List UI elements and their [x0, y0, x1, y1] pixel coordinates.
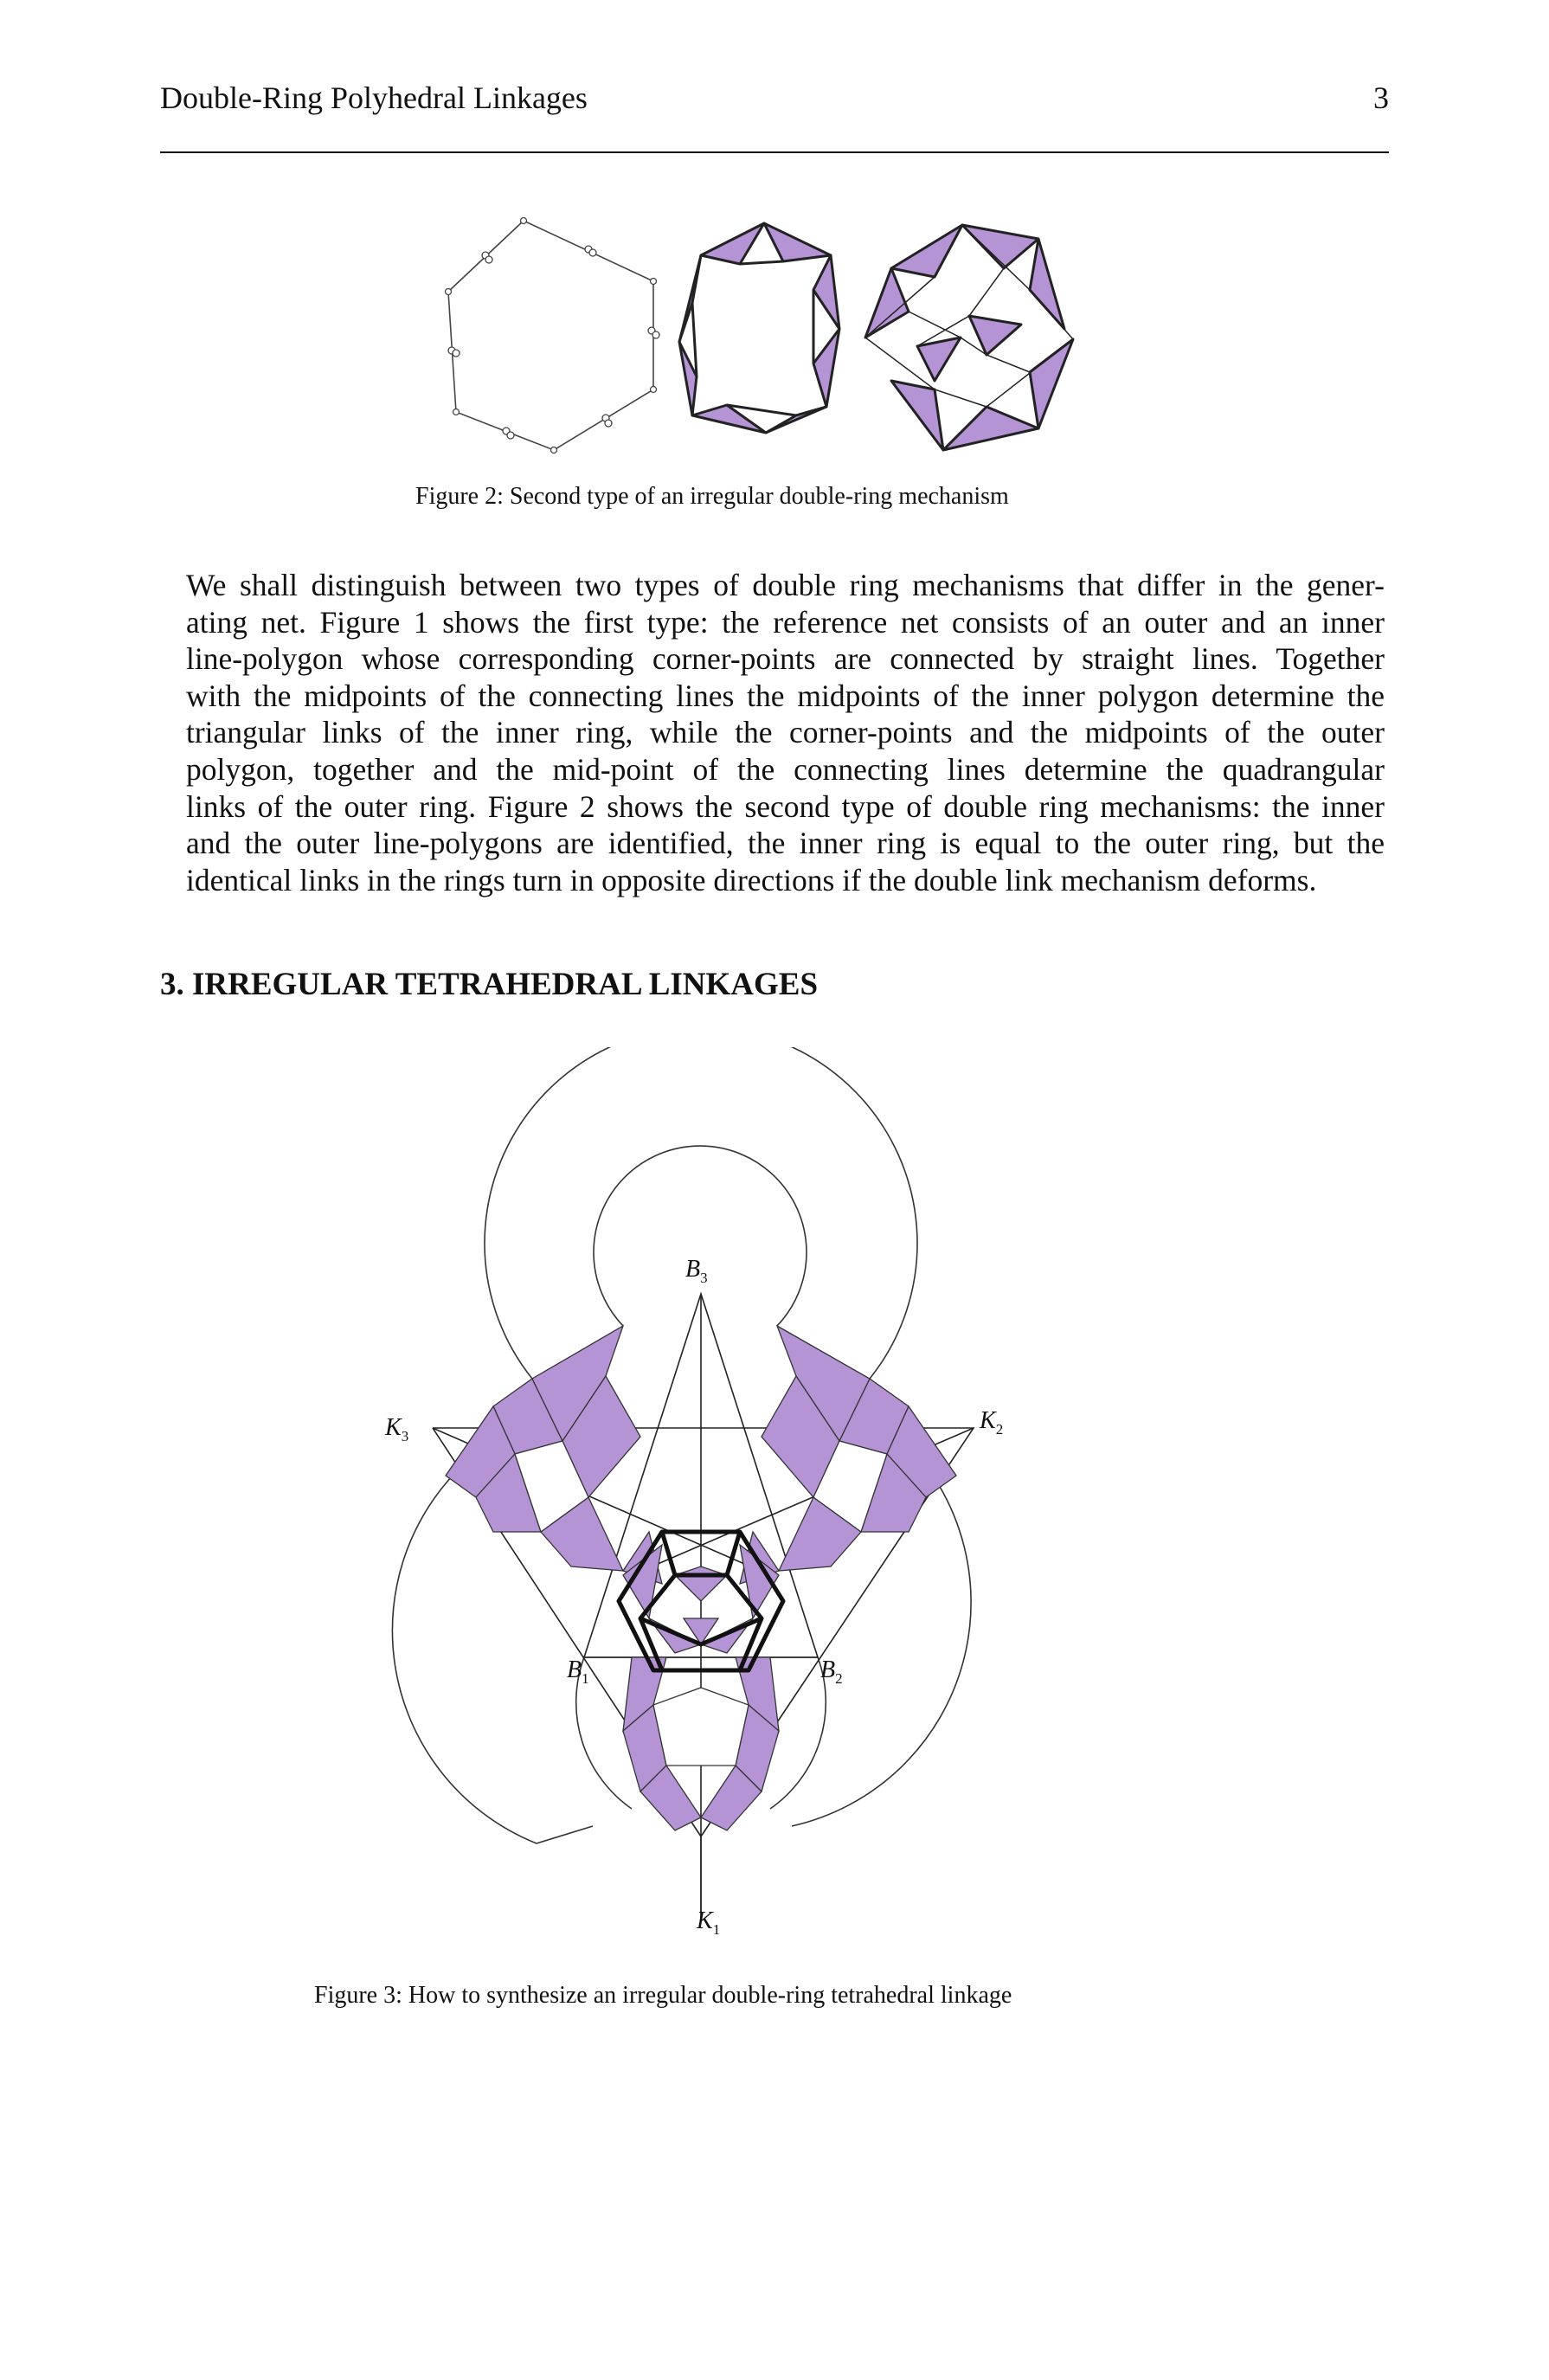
fig2-star-ring	[865, 225, 1073, 450]
header-rule	[160, 151, 1389, 153]
body-line: and the outer line-polygons are identified, the inner ring is equal to the outer ring, but the	[186, 826, 1385, 861]
body-line: polygon, together and the mid-point of the connecting lines determine the quadrangular	[186, 751, 1385, 787]
figure-3-caption: Figure 3: How to synthesize an irregular double-ring tetrahedral linkage	[314, 1982, 1012, 2009]
body-paragraph	[186, 567, 1385, 898]
label-B3: $B_3$	[685, 1256, 708, 1286]
body-line: line-polygon whose corresponding corner-points are connected by straight lines. Together	[186, 641, 1385, 677]
label-K3: $K_3$	[385, 1414, 409, 1444]
running-title: Double-Ring Polyhedral Linkages	[160, 80, 588, 115]
fig3-labels	[384, 1256, 1003, 1938]
label-K2: $K_2$	[980, 1407, 1004, 1438]
label-B1: $B_1$	[567, 1656, 589, 1687]
body-line: identical links in the rings turn in opposite directions if the double link mechanism deforms.	[186, 862, 1317, 897]
fig3-frame	[433, 1294, 974, 1921]
figure-2-illustration	[433, 208, 1142, 459]
label-K1: $K_1$	[697, 1907, 721, 1938]
running-head	[160, 80, 1389, 121]
section-heading: 3. IRREGULAR TETRAHEDRAL LINKAGES	[160, 967, 819, 1002]
label-B2: $B_2$	[820, 1656, 843, 1687]
fig2-triangle-ring	[679, 223, 839, 433]
figure-3-illustration	[363, 1047, 1108, 1956]
body-line: with the midpoints of the connecting lines the midpoints of the inner polygon determine the	[186, 678, 1385, 713]
body-line: triangular links of the inner ring, while the corner-points and the midpoints of the outer	[186, 715, 1385, 750]
body-line: ating net. Figure 1 shows the first type: the reference net consists of an outer and an inner	[186, 604, 1385, 640]
fig2-hexagon-net	[446, 218, 660, 453]
body-line: links of the outer ring. Figure 2 shows the second type of double ring mechanisms: the inner	[186, 788, 1385, 824]
body-line: We shall distinguish between two types of double ring mechanisms that differ in the gener-	[186, 568, 1385, 602]
page-number: 3	[1373, 80, 1389, 115]
figure-2-caption: Figure 2: Second type of an irregular double-ring mechanism	[415, 483, 1009, 510]
